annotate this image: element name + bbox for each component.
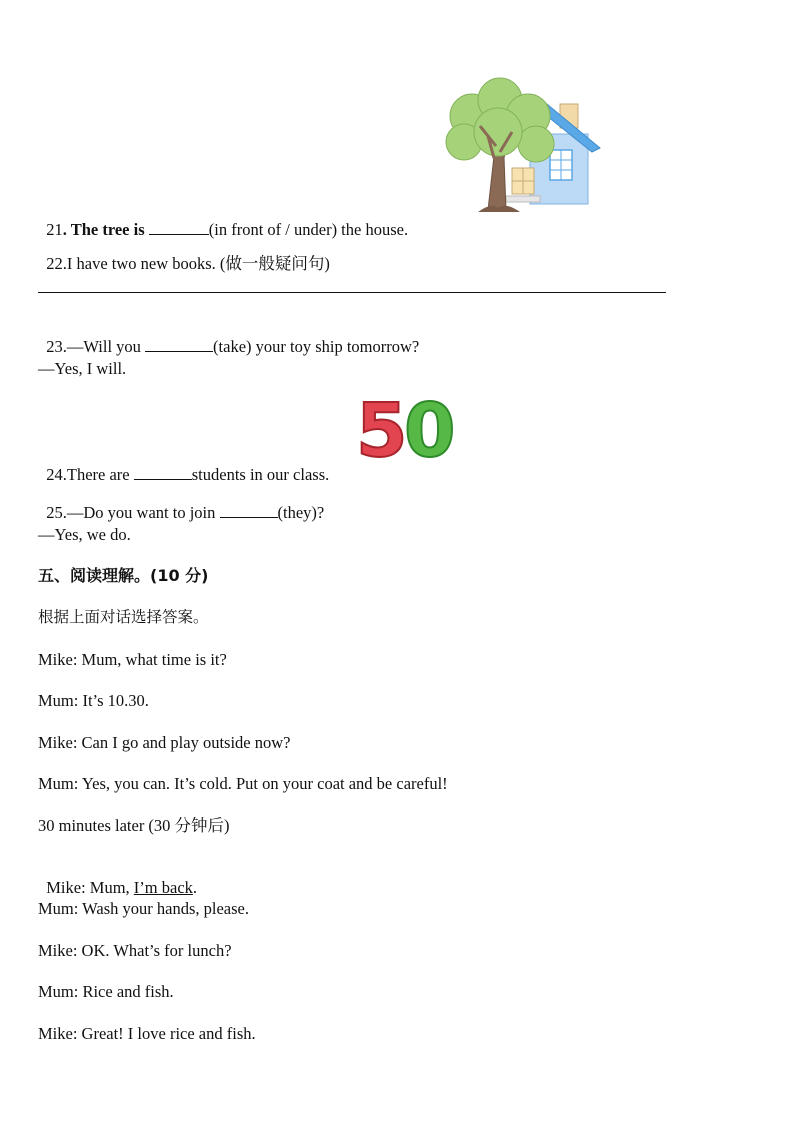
q24-answer-blank[interactable] xyxy=(134,465,192,480)
underlined-phrase: I’m back xyxy=(133,878,193,897)
question-25 xyxy=(38,483,324,523)
q22-text: 22.I have two new books. (做一般疑问句) xyxy=(46,254,330,273)
section-5-heading: 五、阅读理解。(10 分) xyxy=(38,566,209,585)
number-50-five: 5 xyxy=(356,392,408,464)
q21-number: 21 xyxy=(46,220,63,239)
q23-reply: —Yes, I will. xyxy=(38,359,127,378)
section-5-instruction: 根据上面对话选择答案。 xyxy=(38,608,209,626)
q23-answer-blank[interactable] xyxy=(145,337,213,352)
number-50-picture xyxy=(354,392,458,464)
dialogue-line-9: Mum: Rice and fish. xyxy=(38,982,174,1001)
dialogue-line-2: Mum: It’s 10.30. xyxy=(38,691,149,710)
dialogue-line-4: Mum: Yes, you can. It’s cold. Put on your coat and be careful! xyxy=(38,774,448,793)
q25-text-post: (they)? xyxy=(277,503,325,522)
dialogue-line-8: Mike: OK. What’s for lunch? xyxy=(38,941,232,960)
q25-reply: —Yes, we do. xyxy=(38,525,131,544)
question-23 xyxy=(38,317,419,357)
dialogue-line-6-post: . xyxy=(192,878,198,897)
q21-text-pre: . The tree is xyxy=(62,220,149,239)
q21-text-post: (in front of / under) the house. xyxy=(208,220,409,239)
dialogue-line-1: Mike: Mum, what time is it? xyxy=(38,650,227,669)
number-50-zero: 0 xyxy=(404,392,456,464)
q24-text-pre: 24.There are xyxy=(46,465,134,484)
dialogue-line-5: 30 minutes later (30 分钟后) xyxy=(38,816,230,835)
dialogue-line-10: Mike: Great! I love rice and fish. xyxy=(38,1024,256,1043)
q25-text-pre: 25.—Do you want to join xyxy=(46,503,220,522)
q25-answer-blank[interactable] xyxy=(220,503,278,518)
tree-house-picture xyxy=(442,76,602,216)
question-24 xyxy=(38,445,329,485)
q21-answer-blank[interactable] xyxy=(149,220,209,235)
question-22 xyxy=(38,234,330,274)
dialogue-line-7: Mum: Wash your hands, please. xyxy=(38,899,250,918)
dialogue-line-6 xyxy=(38,858,197,898)
q22-answer-line[interactable] xyxy=(38,292,666,293)
dialogue-line-3: Mike: Can I go and play outside now? xyxy=(38,733,291,752)
q24-text-post: students in our class. xyxy=(191,465,330,484)
q23-text-post: (take) your toy ship tomorrow? xyxy=(213,337,420,356)
q23-text-pre: 23.—Will you xyxy=(46,337,146,356)
dialogue-line-6-pre: Mike: Mum, xyxy=(46,878,134,897)
